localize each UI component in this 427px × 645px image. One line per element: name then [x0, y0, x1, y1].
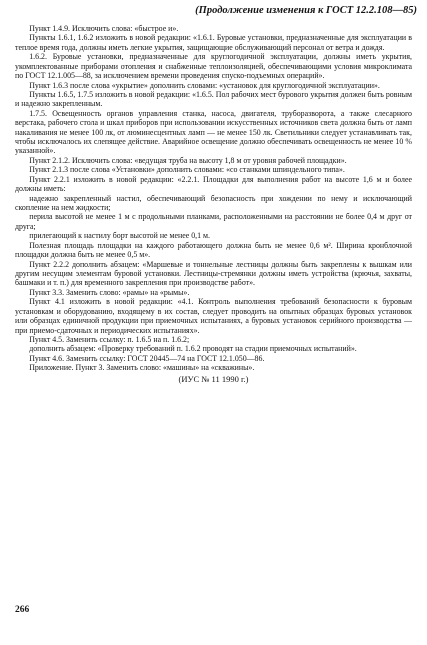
publication-note: (ИУС № 11 1990 г.): [178, 373, 249, 384]
paragraph: Пункт 2.2.1 изложить в новой редакции: «2.2.1. Площадки для выполнения работ на высоте 1,6 м и более должны иметь:: [15, 174, 412, 194]
paragraph: Пункты 1.6.5, 1.7.5 изложить в новой редакции: «1.6.5. Пол рабочих мест бурового укрытия должен быть ровным и надежно закрепленным.: [15, 89, 412, 109]
paragraph: Пункт 3.3. Заменить слово: «рамы» на «рымы».: [29, 287, 190, 297]
paragraph: прилегающий к настилу борт высотой не менее 0,1 м.: [29, 231, 211, 241]
paragraph: Пункт 1.4.9. Исключить слова: «быстрое и».: [29, 24, 179, 33]
paragraph: надежно закрепленный настил, обеспечивающий безопасность при хождении по нему и исключающий скопление на нем жидкости;: [15, 193, 412, 213]
paragraph: Пункт 4.6. Заменить ссылку: ГОСТ 20445—74 на ГОСТ 12.1.050—86.: [29, 353, 265, 363]
page-header: (Продолжение изменения к ГОСТ 12.2.108—85): [195, 5, 417, 16]
paragraph: перила высотой не менее 1 м с продольными планками, расположенными на расстоянии не более 0,4 м друг от друга;: [15, 212, 412, 231]
document-body: [15, 24, 412, 384]
paragraph: Пункт 2.1.3 после слова «Установки» дополнить словами: «со станками шпиндельного типа».: [29, 165, 345, 175]
paragraph: Пункт 2.2.2 дополнить абзацем: «Маршевые и тоннельные лестницы должны быть закреплены к вышкам или другим несущим элементам буровой установки. Лестницы-стремянки должны иметь устройства (крючья, захваты, башмаки и т. п.) для временного закрепления при производстве работ».: [15, 259, 412, 288]
paragraph: Пункт 4.5. Заменить ссылку: п. 1.6.5 на п. 1.6.2;: [29, 334, 190, 344]
paragraph: 1.6.2. Буровые установки, предназначенные для круглогодичной эксплуатации, должны иметь укрытия, укомплектованные приборами отопления и снабженные теплоизоляцией, обеспечивающими условия микроклимата по ГОСТ 12.1.005—88, за исключением времени проведения спуско-подъемных операций».: [15, 52, 412, 81]
paragraph: Пункт 4.1 изложить в новой редакции: «4.1. Контроль выполнения требований безопасности к буровым установкам и оборудованию, входящему в их состав, следует проводить на опытных образцах буровых установок или образцах единичной продукции при приемочных испытаниях, а буровых установок серийного производства — при приемо-сдаточных и периодических испытаниях».: [15, 297, 412, 335]
paragraph: Пункт 2.1.2. Исключить слова: «ведущая труба на высоту 1,8 м от уровня рабочей площадки».: [29, 155, 347, 165]
paragraph: дополнить абзацем: «Проверку требований п. 1.6.2 проводят на стадии приемочных испытаний».: [29, 344, 357, 354]
paragraph: Полезная площадь площадки на каждого работающего должна быть не менее 0,6 м². Ширина кронблочной площадки должна быть не менее 0,5 м».: [15, 240, 412, 260]
paragraph: Приложение. Пункт 3. Заменить слово: «машины» на «скважины».: [29, 363, 255, 373]
paragraph: Пункт 1.6.3 после слова «укрытие» дополнить словами: «установок для круглогодичной эксплуатации».: [29, 80, 380, 90]
page-number: 266: [15, 605, 30, 615]
paragraph: 1.7.5. Освещенность органов управления станка, насоса, двигателя, труборазворота, а также слесарного верстака, рабочего стола и шкал приборов при использовании искусственных источников света должна быть от ламп накаливания не менее 100 лк, от люминесцентных ламп — не менее 150 лк. Светильники следует устанавливать так, чтобы исключалось их слепящее действие. Аварийное освещение должно обеспечивать освещенность не менее 10 % указанной».: [15, 108, 412, 156]
paragraph: Пункты 1.6.1, 1.6.2 изложить в новой редакции: «1.6.1. Буровые установки, предназначенные для эксплуатации в теплое время года, должны иметь легкие укрытия, защищающие обслуживающий персонал от ветра и дождя.: [15, 33, 412, 52]
